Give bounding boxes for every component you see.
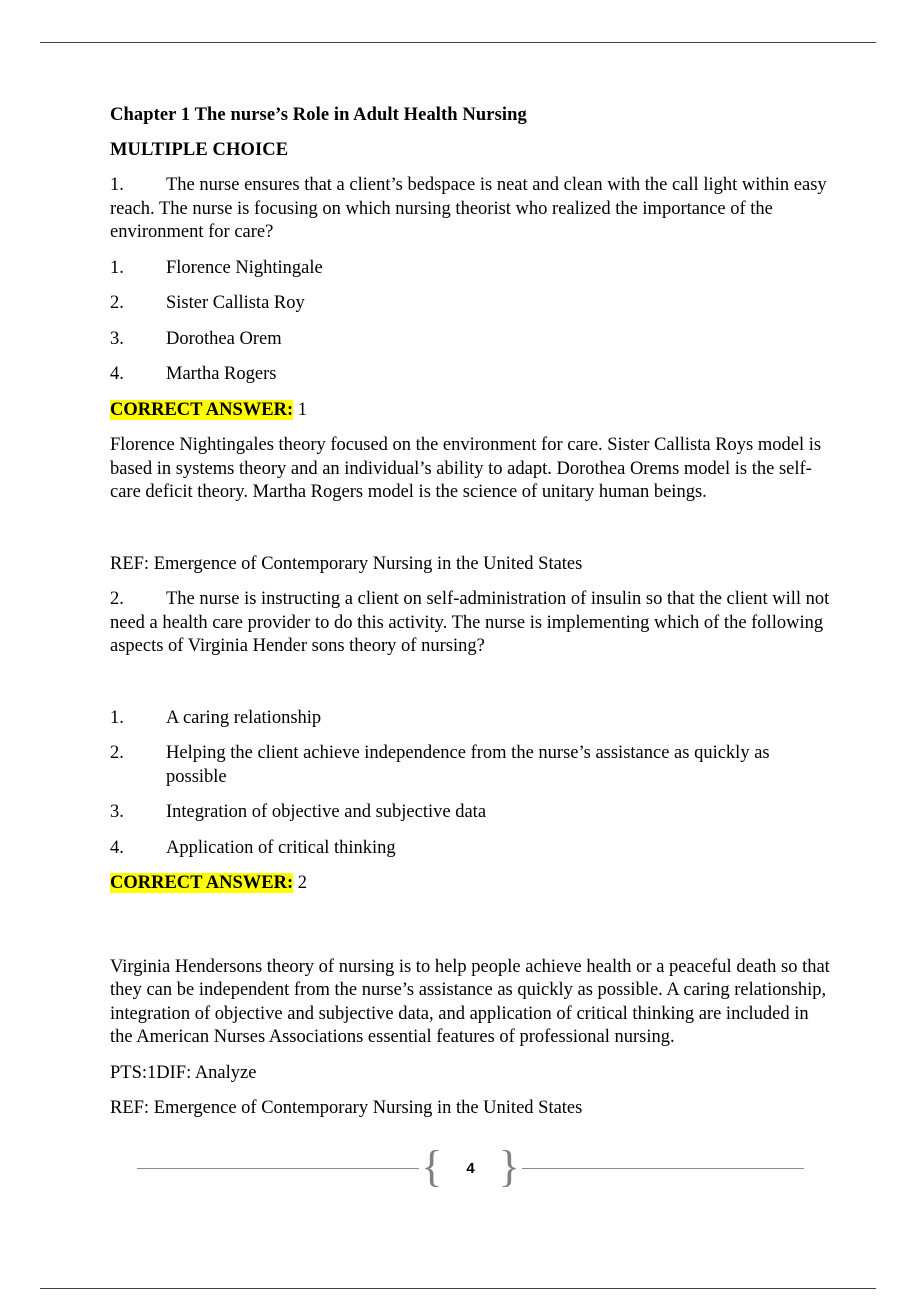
left-brace-ornament-icon: { [421,1142,443,1191]
header-rule [40,42,876,43]
page-number: 4 [466,1159,475,1177]
footer-rule-right [522,1168,804,1169]
option-label: A caring relationship [166,707,322,728]
question-2-option-3[interactable] [110,801,834,825]
question-2-number: 2. [110,589,124,609]
question-1-stem [110,174,834,245]
page-footer [137,1142,804,1191]
question-2-rationale: Virginia Hendersons theory of nursing is to help people achieve health or a peaceful death so that they can be independent from the nurse’s assistance as quickly as possible. A caring relationship, integration of objective and subjective data, and application of critical thinking are included in the American Nurses Associations essential features of professional nursing. [110,956,830,1047]
question-1-option-3[interactable] [110,328,834,352]
question-1-reference: REF: Emergence of Contemporary Nursing in the United States [110,553,583,574]
question-1-correct-answer [110,399,834,423]
question-1-option-1[interactable] [110,257,834,281]
question-2-reference: REF: Emergence of Contemporary Nursing in the United States [110,1098,583,1118]
option-label: Sister Callista Roy [166,293,305,313]
option-marker: 2. [110,743,124,763]
option-marker: 4. [110,364,124,384]
question-2-stem [110,588,834,659]
page-title: Chapter 1 The nurse’s Role in Adult Health Nursing [110,105,527,125]
question-1-option-2[interactable] [110,292,834,316]
option-label: Dorothea Orem [166,328,282,349]
correct-answer-value: 2 [297,873,308,893]
option-marker: 3. [110,328,124,349]
footer-rule-left [137,1168,419,1169]
question-2-text: The nurse is instructing a client on self-administration of insulin so that the client will not need a health care provider to do this activity. The nurse is implementing which of the following aspects of Virginia Hender sons theory of nursing? [110,589,830,656]
option-label: Integration of objective and subjective data [166,802,487,822]
footer-rule [40,1288,876,1289]
option-marker: 4. [110,837,124,858]
question-2-correct-answer [110,872,834,896]
option-marker: 1. [110,257,124,278]
spacer [110,908,834,956]
option-marker: 2. [110,293,124,313]
option-label: Martha Rogers [166,364,277,384]
right-brace-ornament-icon: } [498,1142,520,1191]
option-marker: 1. [110,707,124,728]
document-body [110,104,834,1133]
option-label: Florence Nightingale [166,257,323,278]
spacer [110,517,834,553]
option-label: Application of critical thinking [166,837,396,858]
correct-answer-label: CORRECT ANSWER: [110,873,294,893]
question-2-pts-dif: PTS:1DIF: Analyze [110,1062,257,1083]
question-1-number: 1. [110,175,124,195]
correct-answer-value: 1 [297,399,308,420]
correct-answer-label: CORRECT ANSWER: [110,399,294,420]
question-1-rationale: Florence Nightingales theory focused on the environment for care. Sister Callista Roys model is based in systems theory and an individual’s ability to adapt. Dorothea Orems model is the self-care deficit theory. Martha Rogers model is the science of unitary human beings. [110,435,822,502]
question-2-option-2[interactable] [110,742,834,789]
question-2-option-4[interactable] [110,837,834,861]
question-1-text: The nurse ensures that a client’s bedspace is neat and clean with the call light within easy reach. The nurse is focusing on which nursing theorist who realized the importance of the environment for care? [110,175,827,242]
option-marker: 3. [110,802,124,822]
question-1-option-4[interactable] [110,363,834,387]
option-label: Helping the client achieve independence from the nurse’s assistance as quickly as possible [166,743,770,787]
section-heading: MULTIPLE CHOICE [110,140,289,160]
spacer [110,671,834,707]
question-2-option-1[interactable] [110,707,834,731]
